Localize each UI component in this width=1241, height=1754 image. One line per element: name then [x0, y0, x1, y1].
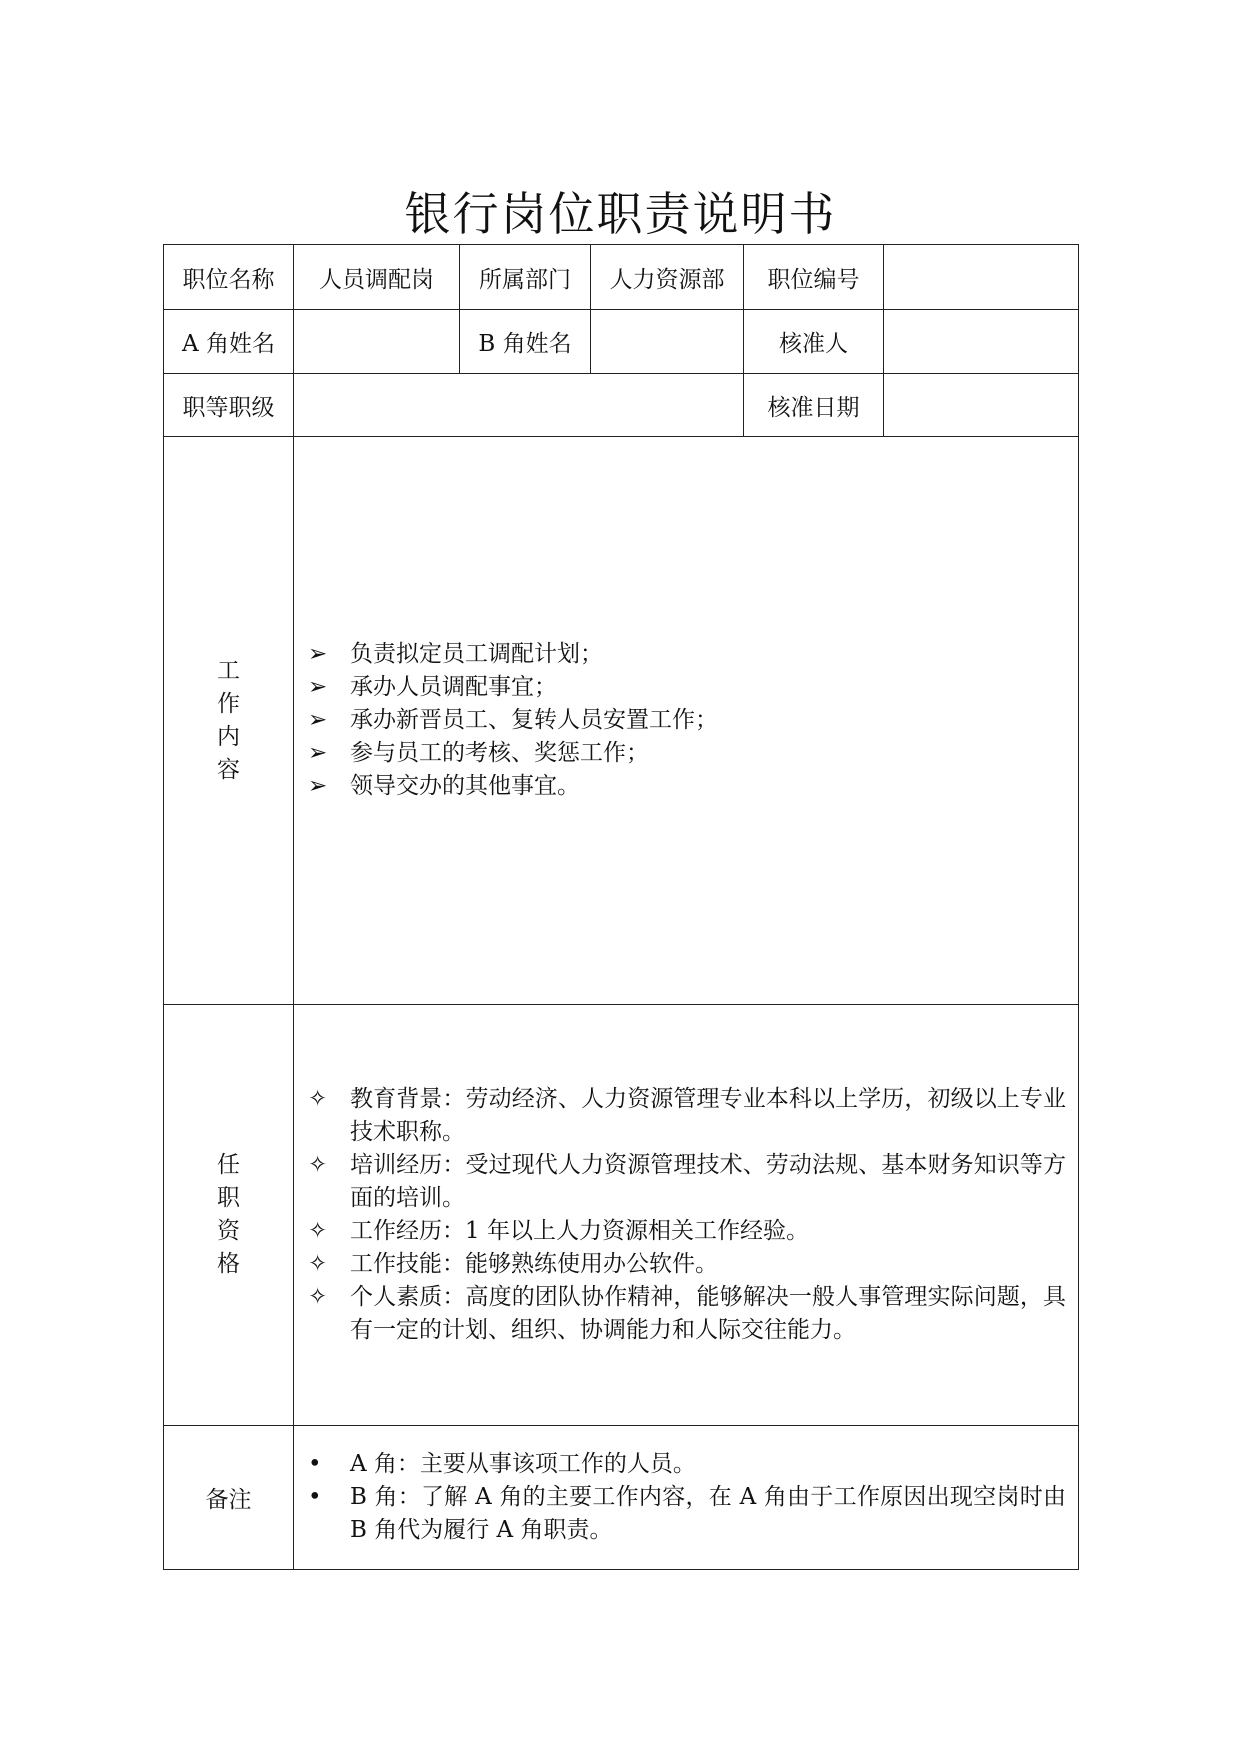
list-item: • B 角：了解 A 角的主要工作内容，在 A 角由于工作原因出现空岗时由 B 角代为履行 A 角职责。 [306, 1481, 1066, 1547]
header-row-2 [164, 310, 1079, 374]
dot-bullet-icon: • [308, 1484, 322, 1510]
document-title: 银行岗位职责说明书 [404, 187, 837, 241]
list-item: ✧ 教育背景：劳动经济、人力资源管理专业本科以上学历，初级以上专业技术职称。 [306, 1083, 1066, 1149]
approve-date-value[interactable] [884, 374, 1079, 437]
diamond-bullet-icon: ✧ [308, 1152, 328, 1178]
diamond-bullet-icon: ✧ [308, 1284, 328, 1310]
remarks-list [294, 1448, 1078, 1547]
approver-label: 核准人 [744, 310, 884, 374]
diamond-bullet-icon: ✧ [308, 1251, 328, 1277]
header-row-3 [164, 374, 1079, 437]
list-item: ➢ 领导交办的其他事宜。 [306, 770, 1066, 803]
department-label: 所属部门 [460, 245, 591, 310]
work-content-cell [294, 437, 1079, 1005]
list-item: ➢ 承办新晋员工、复转人员安置工作； [306, 704, 1066, 737]
qualifications-label-char: 职 [217, 1185, 240, 1211]
list-item: ✧ 培训经历：受过现代人力资源管理技术、劳动法规、基本财务知识等方面的培训。 [306, 1149, 1066, 1215]
arrow-bullet-icon: ➢ [308, 707, 328, 733]
list-item: ✧ 工作技能：能够熟练使用办公软件。 [306, 1248, 1066, 1281]
diamond-bullet-icon: ✧ [308, 1218, 328, 1244]
b-name-value[interactable] [591, 310, 744, 374]
job-description-table [163, 244, 1079, 1570]
arrow-bullet-icon: ➢ [308, 641, 328, 667]
remarks-cell [294, 1426, 1079, 1570]
work-content-label-char: 内 [217, 723, 240, 750]
list-item: • A 角：主要从事该项工作的人员。 [306, 1448, 1066, 1481]
qualifications-label [164, 1005, 294, 1426]
header-row-1 [164, 245, 1079, 310]
approver-value[interactable] [884, 310, 1079, 374]
arrow-bullet-icon: ➢ [308, 740, 328, 766]
work-content-label [164, 437, 294, 1005]
grade-value[interactable] [294, 374, 744, 437]
qualifications-label-char: 任 [217, 1152, 240, 1178]
work-content-row [164, 437, 1079, 1005]
position-no-value[interactable] [884, 245, 1079, 310]
list-item: ➢ 负责拟定员工调配计划； [306, 638, 1066, 671]
position-name-value[interactable]: 人员调配岗 [294, 245, 460, 310]
work-content-list [294, 638, 1078, 803]
list-item: ✧ 工作经历：1 年以上人力资源相关工作经验。 [306, 1215, 1066, 1248]
a-name-value[interactable] [294, 310, 460, 374]
dot-bullet-icon: • [308, 1451, 322, 1477]
position-no-label: 职位编号 [744, 245, 884, 310]
list-item: ✧ 个人素质：高度的团队协作精神，能够解决一般人事管理实际问题，具有一定的计划、组织、协调能力和人际交往能力。 [306, 1281, 1066, 1347]
remarks-row [164, 1426, 1079, 1570]
diamond-bullet-icon: ✧ [308, 1086, 328, 1112]
qualifications-label-char: 资 [217, 1218, 240, 1244]
department-value[interactable]: 人力资源部 [591, 245, 744, 310]
work-content-label-char: 工 [217, 657, 240, 684]
position-name-label: 职位名称 [164, 245, 294, 310]
remarks-label: 备注 [164, 1426, 294, 1570]
grade-label: 职等职级 [164, 374, 294, 437]
qualifications-list [294, 1083, 1078, 1347]
b-name-label: B 角姓名 [460, 310, 591, 374]
approve-date-label: 核准日期 [744, 374, 884, 437]
arrow-bullet-icon: ➢ [308, 773, 328, 799]
list-item: ➢ 参与员工的考核、奖惩工作； [306, 737, 1066, 770]
qualifications-row [164, 1005, 1079, 1426]
arrow-bullet-icon: ➢ [308, 674, 328, 700]
qualifications-cell [294, 1005, 1079, 1426]
work-content-label-char: 容 [217, 756, 240, 783]
qualifications-label-char: 格 [217, 1251, 240, 1277]
list-item: ➢ 承办人员调配事宜； [306, 671, 1066, 704]
work-content-label-char: 作 [217, 690, 240, 717]
a-name-label: A 角姓名 [164, 310, 294, 374]
